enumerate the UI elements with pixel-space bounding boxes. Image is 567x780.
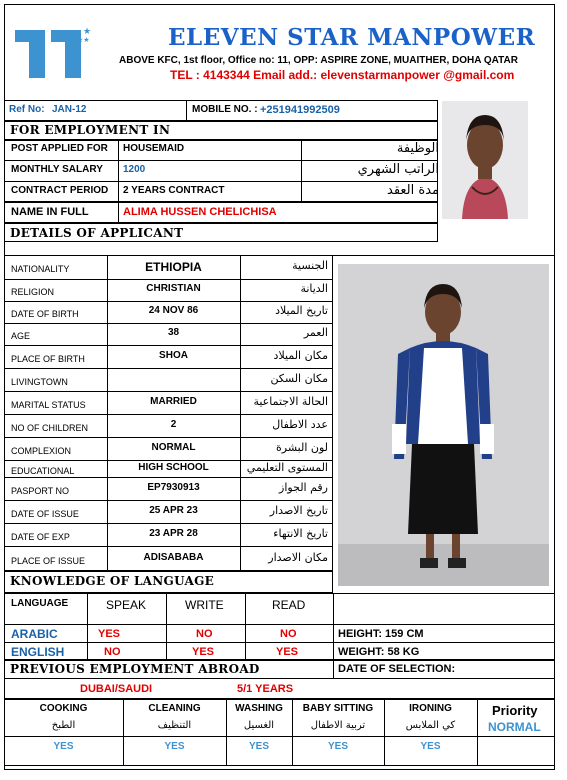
detail-label: EDUCATIONAL (11, 466, 75, 476)
previous-country: DUBAI/SAUDI (80, 683, 153, 695)
svg-text:★: ★ (83, 26, 91, 36)
detail-arabic: لون البشرة (276, 441, 328, 454)
language-english-name: ENGLISH (11, 645, 65, 659)
read-col-header: READ (272, 598, 306, 612)
skill-arabic: كي الملابس (405, 720, 456, 731)
detail-arabic: الحالة الاجتماعية (253, 395, 328, 408)
name-value: ALIMA HUSSEN CHELICHISA (123, 206, 277, 218)
detail-value: 25 APR 23 (149, 505, 198, 516)
skill-header: WASHING (235, 703, 283, 714)
mobile-value: +251941992509 (260, 104, 340, 116)
skill-arabic: الطبخ (51, 720, 76, 731)
detail-label: DATE OF ISSUE (11, 509, 79, 519)
priority-label: Priority (492, 703, 538, 718)
detail-arabic: مكان السكن (270, 372, 328, 385)
ref-label: Ref No: (9, 104, 45, 115)
detail-arabic: الديانة (300, 282, 328, 295)
detail-label: MARITAL STATUS (11, 400, 86, 410)
detail-value: NORMAL (151, 442, 196, 453)
language-heading: KNOWLEDGE OF LANGUAGE (10, 574, 215, 588)
contract-label: CONTRACT PERIOD (11, 185, 109, 196)
detail-label: PLACE OF ISSUE (11, 556, 86, 566)
post-applied-arabic: الوظيفة (396, 141, 439, 156)
weight-value: WEIGHT: 58 KG (338, 646, 420, 658)
company-contact: TEL : 4143344 Email add.: elevenstarmanpower @gmail.com (170, 68, 515, 82)
detail-arabic: عدد الاطفال (272, 418, 328, 431)
language-english-read: YES (276, 646, 299, 658)
detail-value: 2 (170, 419, 177, 430)
detail-value: 38 (167, 327, 180, 338)
skill-header: BABY SITTING (302, 703, 374, 714)
company-name: ELEVEN STAR MANPOWER (168, 24, 536, 51)
detail-arabic: مكان الاصدار (268, 551, 328, 564)
skill-arabic: التنظيف (157, 720, 192, 731)
full-body-photo (338, 264, 549, 586)
detail-label: AGE (11, 331, 31, 341)
language-arabic-name: ARABIC (11, 627, 58, 641)
detail-label: COMPLEXION (11, 446, 72, 456)
previous-heading: PREVIOUS EMPLOYMENT ABROAD (10, 662, 260, 676)
language-english-write: YES (192, 646, 215, 658)
detail-value: MARRIED (150, 396, 197, 407)
detail-label: DATE OF EXP (11, 532, 70, 542)
detail-value: EP7930913 (147, 482, 200, 493)
svg-text:★★: ★★ (77, 37, 90, 44)
company-address: ABOVE KFC, 1st floor, Office no: 11, OPP: ASPIRE ZONE, MUAITHER, DOHA QATAR (119, 55, 518, 66)
post-applied-label: POST APPLIED FOR (11, 143, 108, 154)
salary-label: MONTHLY SALARY (11, 164, 103, 175)
portrait-photo (442, 101, 528, 219)
detail-arabic: المستوى التعليمي (246, 461, 328, 474)
height-value: HEIGHT: 159 CM (338, 628, 424, 640)
detail-label: PLACE OF BIRTH (11, 354, 85, 364)
detail-label: LIVINGTOWN (11, 377, 68, 387)
skill-header: IRONING (409, 703, 452, 714)
mobile-label: MOBILE NO. : (192, 104, 258, 115)
detail-label: DATE OF BIRTH (11, 309, 79, 319)
detail-label: RELIGION (11, 287, 55, 297)
post-applied-value: HOUSEMAID (123, 143, 185, 154)
company-logo (11, 24, 91, 80)
skill-arabic: الغسيل (243, 720, 275, 731)
skill-header: CLEANING (148, 703, 201, 714)
speak-col-header: SPEAK (106, 598, 147, 612)
detail-label: NO OF CHILDREN (11, 423, 89, 433)
detail-value: CHRISTIAN (146, 283, 201, 294)
detail-arabic: مكان الميلاد (273, 349, 328, 362)
detail-arabic: تاريخ الميلاد (275, 304, 328, 317)
detail-value: 24 NOV 86 (148, 305, 199, 316)
selection-date-label: DATE OF SELECTION: (338, 663, 456, 675)
priority-value: NORMAL (488, 720, 541, 734)
skill-value: YES (327, 741, 348, 752)
contract-value: 2 YEARS CONTRACT (123, 185, 225, 196)
detail-arabic: العمر (303, 326, 328, 339)
language-col-header: LANGUAGE (11, 598, 69, 609)
skill-value: YES (248, 741, 269, 752)
skill-header: COOKING (39, 703, 88, 714)
ref-value: JAN-12 (52, 104, 87, 115)
detail-value: SHOA (159, 350, 188, 361)
detail-arabic: تاريخ الاصدار (269, 504, 328, 517)
previous-years: 5/1 YEARS (237, 683, 294, 695)
detail-arabic: تاريخ الانتهاء (273, 527, 328, 540)
language-arabic-read: NO (280, 628, 297, 640)
skill-value: YES (420, 741, 441, 752)
write-col-header: WRITE (185, 598, 224, 612)
language-arabic-speak: YES (98, 628, 121, 640)
skill-arabic: تربية الاطفال (310, 720, 366, 731)
detail-arabic: رقم الجواز (279, 481, 328, 494)
employment-heading: FOR EMPLOYMENT IN (10, 123, 171, 137)
contract-arabic: مدة العقد (387, 183, 439, 198)
name-label: NAME IN FULL (11, 206, 89, 218)
details-heading: DETAILS OF APPLICANT (10, 226, 184, 240)
detail-value: 23 APR 28 (149, 528, 198, 539)
detail-value: ADISABABA (143, 552, 204, 563)
language-arabic-write: NO (196, 628, 213, 640)
detail-arabic: الجنسية (292, 259, 328, 272)
skill-value: YES (53, 741, 74, 752)
salary-value: 1200 (123, 164, 146, 175)
detail-label: PASPORT NO (11, 486, 70, 496)
language-english-speak: NO (104, 646, 121, 658)
salary-arabic: الراتب الشهري (357, 162, 439, 177)
detail-value: ETHIOPIA (145, 260, 202, 274)
skill-value: YES (164, 741, 185, 752)
detail-label: NATIONALITY (11, 264, 70, 274)
detail-value: HIGH SCHOOL (138, 462, 209, 473)
